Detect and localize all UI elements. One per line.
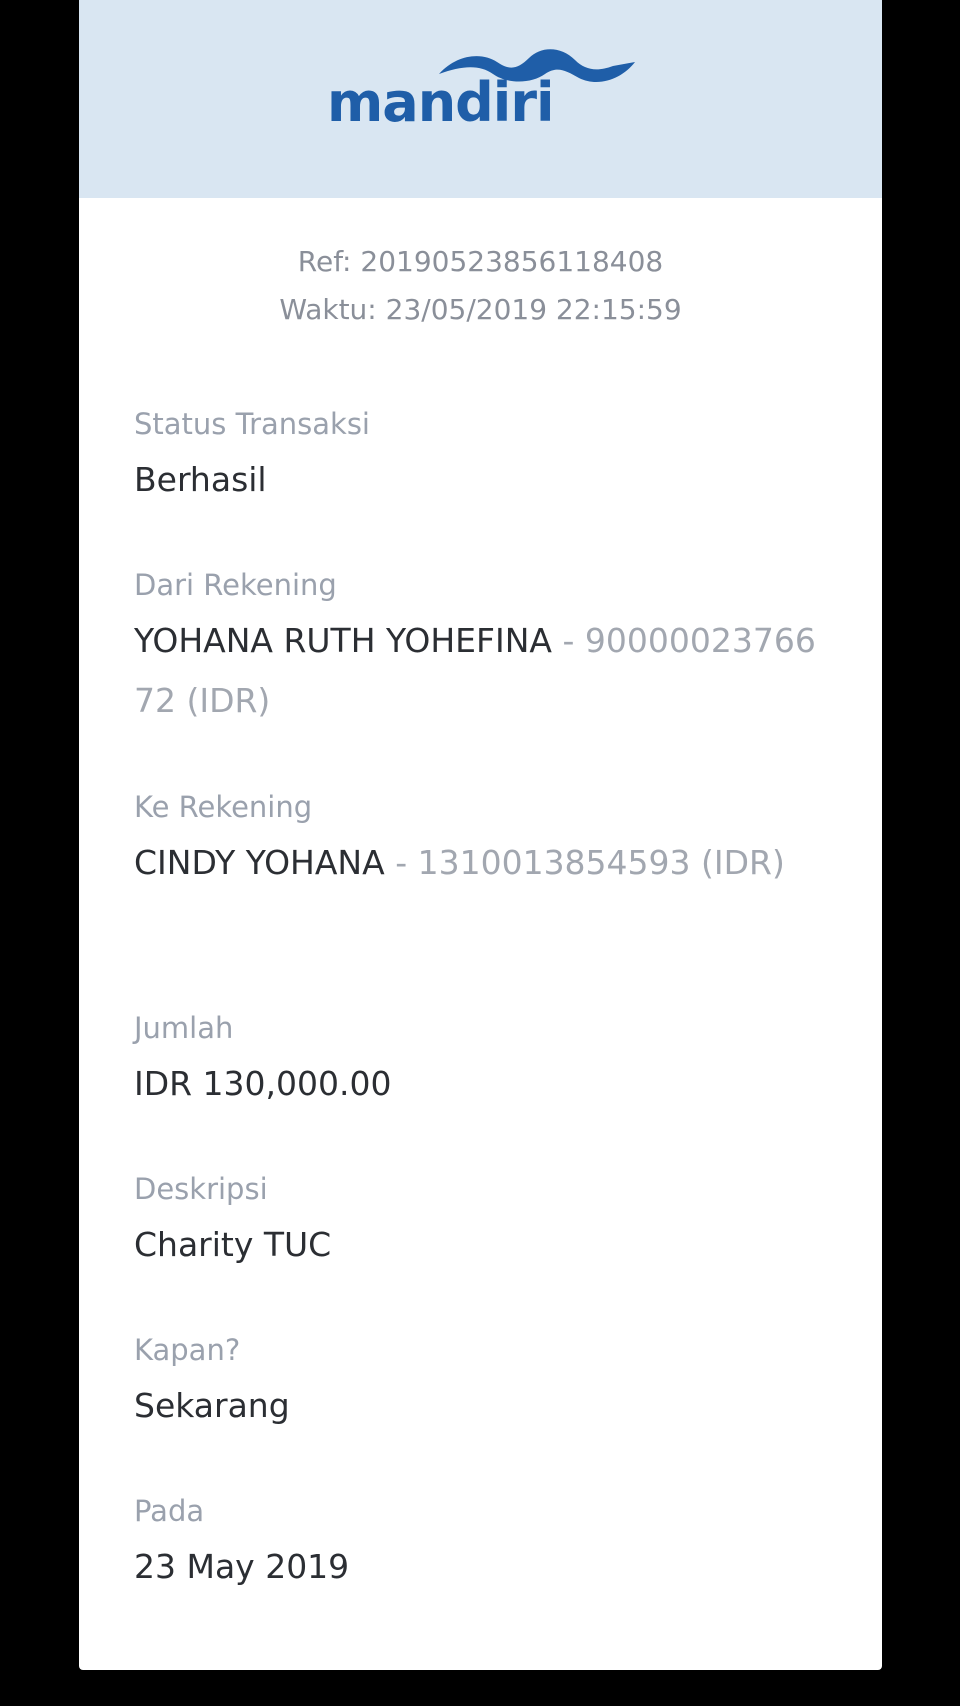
- date-label: Pada: [134, 1494, 205, 1528]
- from-account-value: [134, 611, 834, 731]
- status-field: [134, 404, 834, 510]
- mandiri-logo: [327, 40, 647, 150]
- transaction-meta: [79, 238, 882, 334]
- to-account-name: CINDY YOHANA: [134, 843, 385, 882]
- when-field: [134, 1330, 834, 1436]
- description-value: Charity TUC: [134, 1225, 332, 1264]
- logo-text: mandiri: [327, 71, 554, 134]
- from-account-label: Dari Rekening: [134, 568, 337, 602]
- to-account-label: Ke Rekening: [134, 790, 313, 824]
- reference-number: Ref: 20190523856118408: [297, 245, 664, 278]
- to-account-number: - 1310013854593 (IDR): [384, 843, 785, 882]
- to-account-value: [134, 833, 834, 893]
- description-label: Deskripsi: [134, 1172, 268, 1206]
- to-account-field: [134, 787, 834, 893]
- amount-value: IDR 130,000.00: [134, 1064, 392, 1103]
- from-account-field: [134, 565, 834, 731]
- date-value: 23 May 2019: [134, 1547, 350, 1586]
- status-value: Berhasil: [134, 460, 267, 499]
- status-label: Status Transaksi: [134, 407, 370, 441]
- amount-label: Jumlah: [134, 1011, 234, 1045]
- when-value: Sekarang: [134, 1386, 290, 1425]
- date-field: [134, 1491, 834, 1597]
- from-account-number: - 9000002376672 (IDR): [134, 621, 816, 720]
- transaction-receipt: [79, 0, 882, 1670]
- description-field: [134, 1169, 834, 1275]
- when-label: Kapan?: [134, 1333, 241, 1367]
- from-account-name: YOHANA RUTH YOHEFINA: [134, 621, 552, 660]
- transaction-time: Waktu: 23/05/2019 22:15:59: [279, 293, 682, 326]
- receipt-header: [79, 0, 882, 198]
- amount-field: [134, 1008, 834, 1114]
